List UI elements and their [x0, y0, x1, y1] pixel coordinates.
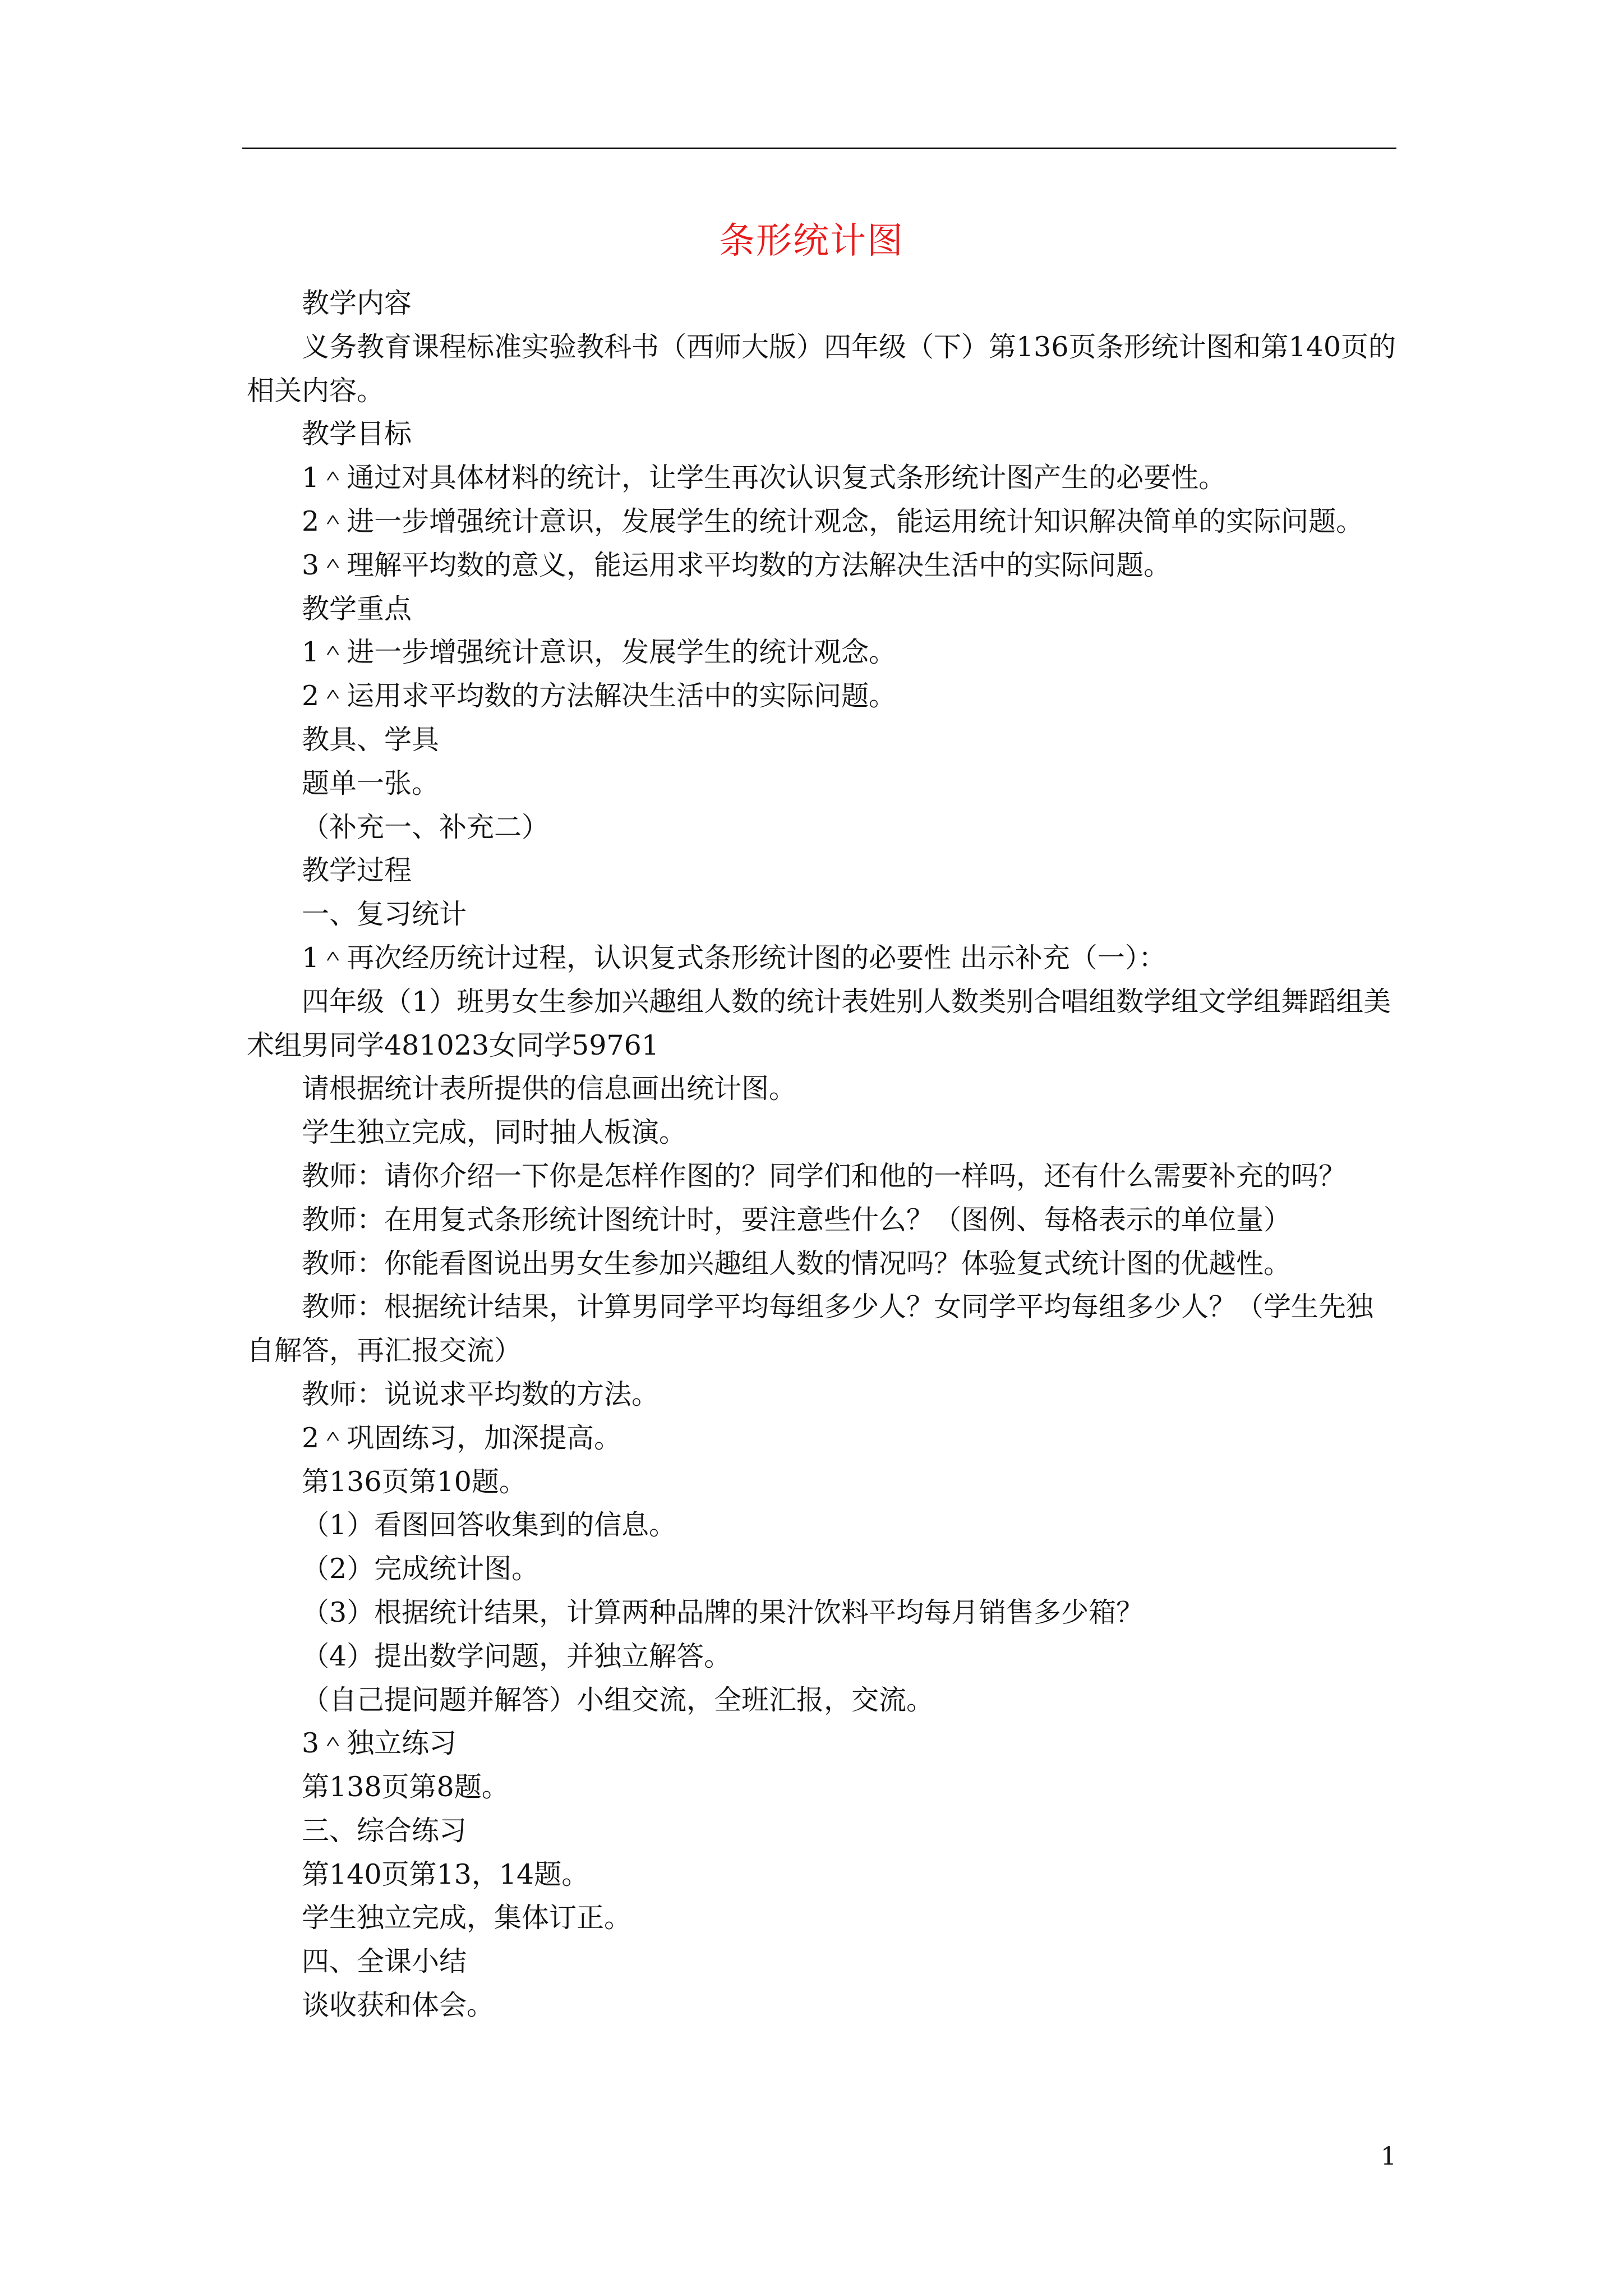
paragraph: 3＾独立练习	[302, 1727, 457, 1760]
paragraph: 教师：你能看图说出男女生参加兴趣组人数的情况吗？体验复式统计图的优越性。	[302, 1247, 1292, 1280]
paragraph: 1＾通过对具体材料的统计，让学生再次认识复式条形统计图产生的必要性。	[302, 462, 1227, 494]
paragraph: 教师：请你介绍一下你是怎样作图的？同学们和他的一样吗，还有什么需要补充的吗？	[302, 1159, 1347, 1192]
paragraph: 教师：在用复式条形统计图统计时，要注意些什么？（图例、每格表示的单位量）	[302, 1203, 1292, 1236]
paragraph: （自己提问题并解答）小组交流，全班汇报，交流。	[302, 1683, 934, 1716]
paragraph: （1）看图回答收集到的信息。	[302, 1509, 677, 1542]
paragraph: 题单一张。	[302, 767, 440, 799]
paragraph: 教师：说说求平均数的方法。	[302, 1378, 660, 1410]
paragraph: 2＾巩固练习，加深提高。	[302, 1421, 622, 1454]
paragraph: 学生独立完成，同时抽人板演。	[302, 1116, 687, 1149]
document-body	[247, 282, 1396, 2027]
paragraph: 教具、学具	[302, 723, 440, 756]
paragraph: （4）提出数学问题，并独立解答。	[302, 1640, 732, 1672]
paragraph: （3）根据统计结果，计算两种品牌的果汁饮料平均每月销售多少箱？	[302, 1596, 1144, 1628]
paragraph: 学生独立完成，集体订正。	[302, 1902, 632, 1934]
paragraph: 第138页第8题。	[302, 1771, 509, 1803]
paragraph: 三、综合练习	[302, 1814, 467, 1847]
paragraph: 教学内容	[302, 287, 412, 319]
paragraph: 谈收获和体会。	[302, 1989, 495, 2022]
paragraph: 一、复习统计	[302, 898, 467, 931]
paragraph: 2＾运用求平均数的方法解决生活中的实际问题。	[302, 680, 897, 712]
paragraph: （补充一、补充二）	[302, 811, 550, 843]
paragraph: 教师：根据统计结果，计算男同学平均每组多少人？女同学平均每组多少人？（学生先独自解答，再汇报交流）	[247, 1291, 1374, 1367]
paragraph: （2）完成统计图。	[302, 1553, 540, 1585]
paragraph: 四、全课小结	[302, 1945, 467, 1978]
page-title: 条形统计图	[719, 220, 904, 262]
paragraph: 3＾理解平均数的意义，能运用求平均数的方法解决生活中的实际问题。	[302, 549, 1172, 581]
paragraph: 第136页第10题。	[302, 1465, 527, 1498]
paragraph: 2＾进一步增强统计意识，发展学生的统计观念，能运用统计知识解决简单的实际问题。	[302, 505, 1364, 537]
paragraph: 教学重点	[302, 592, 412, 625]
paragraph: 教学过程	[302, 854, 412, 887]
paragraph: 请根据统计表所提供的信息画出统计图。	[302, 1073, 797, 1105]
paragraph: 第140页第13，14题。	[302, 1858, 589, 1890]
paragraph: 1＾再次经历统计过程，认识复式条形统计图的必要性 出示补充（一）：	[302, 941, 1166, 974]
paragraph: 义务教育课程标准实验教科书（西师大版）四年级（下）第136页条形统计图和第140页的相关内容。	[247, 330, 1396, 407]
paragraph: 教学目标	[302, 418, 412, 450]
page-number: 1	[1381, 2142, 1396, 2171]
paragraph: 四年级（1）班男女生参加兴趣组人数的统计表姓别人数类别合唱组数学组文学组舞蹈组美术组男同学481023女同学59761	[247, 985, 1391, 1061]
paragraph: 1＾进一步增强统计意识，发展学生的统计观念。	[302, 636, 897, 669]
header-rule	[242, 148, 1396, 149]
